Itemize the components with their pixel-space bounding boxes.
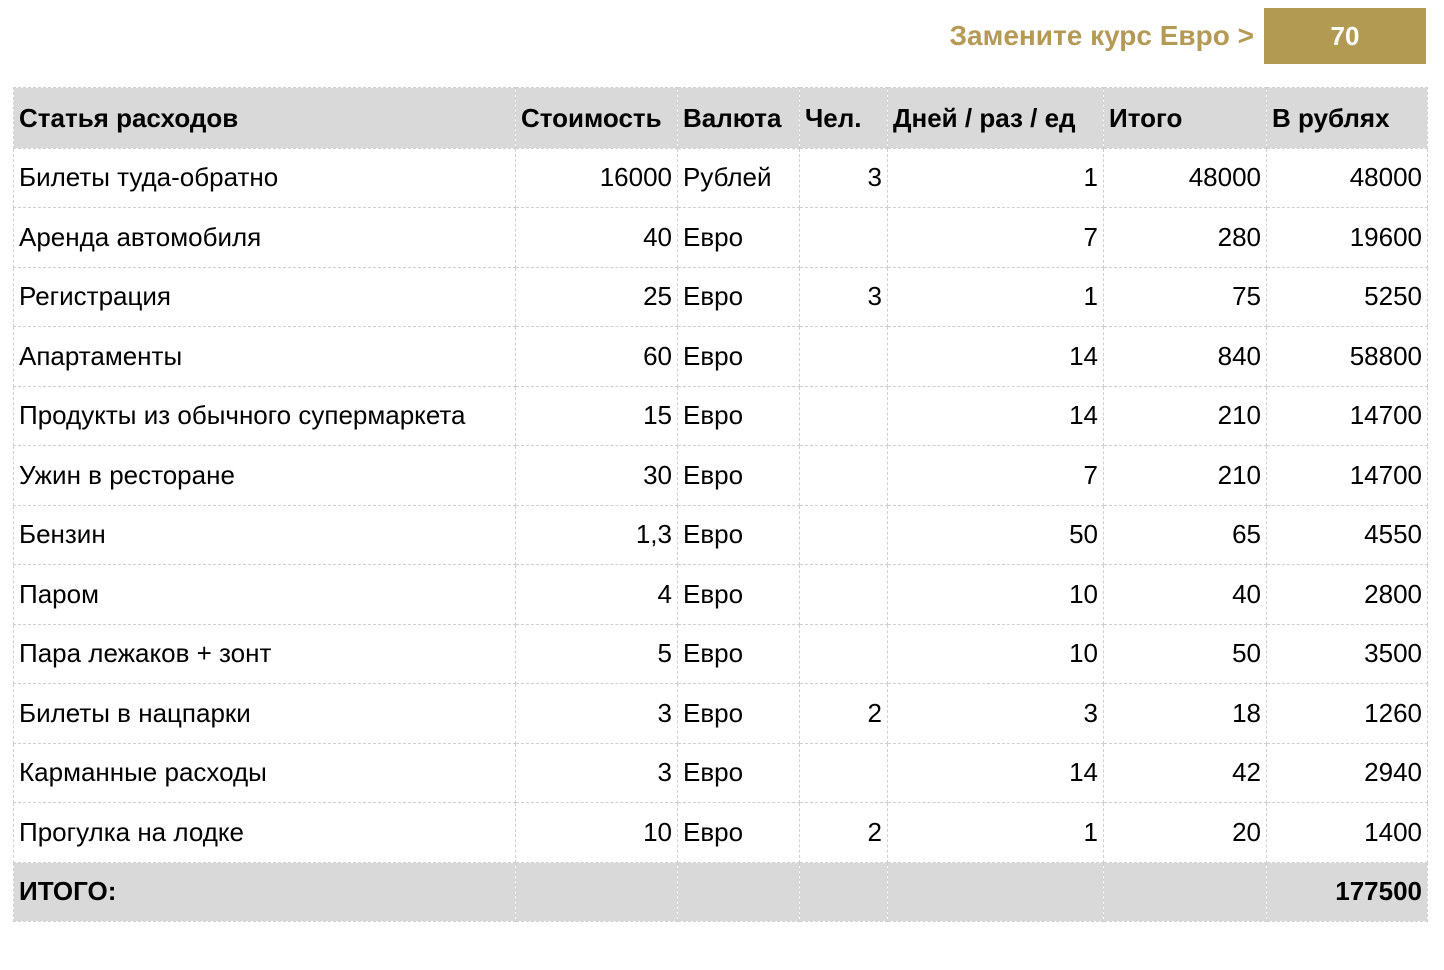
item-cell[interactable]: Продукты из обычного супермаркета bbox=[14, 386, 516, 446]
units-cell[interactable]: 1 bbox=[888, 803, 1104, 863]
rub-cell[interactable]: 2800 bbox=[1267, 565, 1428, 625]
cost-cell[interactable]: 4 bbox=[516, 565, 678, 625]
people-cell[interactable]: 2 bbox=[800, 803, 888, 863]
units-cell[interactable]: 7 bbox=[888, 208, 1104, 268]
rub-cell[interactable]: 19600 bbox=[1267, 208, 1428, 268]
rub-cell[interactable]: 58800 bbox=[1267, 327, 1428, 387]
col-header-units: Дней / раз / ед bbox=[888, 88, 1104, 149]
units-cell[interactable]: 10 bbox=[888, 624, 1104, 684]
cost-cell[interactable]: 25 bbox=[516, 267, 678, 327]
item-cell[interactable]: Бензин bbox=[14, 505, 516, 565]
total-cell[interactable]: 20 bbox=[1104, 803, 1267, 863]
cost-cell[interactable]: 40 bbox=[516, 208, 678, 268]
total-cell[interactable]: 280 bbox=[1104, 208, 1267, 268]
total-cell[interactable]: 65 bbox=[1104, 505, 1267, 565]
item-cell[interactable]: Паром bbox=[14, 565, 516, 625]
rub-cell[interactable]: 48000 bbox=[1267, 148, 1428, 208]
table-row bbox=[14, 803, 1428, 863]
item-cell[interactable]: Регистрация bbox=[14, 267, 516, 327]
total-rub-cell[interactable]: 177500 bbox=[1267, 862, 1428, 922]
cost-cell[interactable]: 3 bbox=[516, 743, 678, 803]
currency-cell[interactable]: Евро bbox=[678, 208, 800, 268]
cost-cell[interactable]: 3 bbox=[516, 684, 678, 744]
table-row bbox=[14, 684, 1428, 744]
total-cell[interactable]: 40 bbox=[1104, 565, 1267, 625]
col-header-currency: Валюта bbox=[678, 88, 800, 149]
people-cell[interactable] bbox=[800, 565, 888, 625]
units-cell[interactable]: 14 bbox=[888, 386, 1104, 446]
currency-cell[interactable]: Евро bbox=[678, 267, 800, 327]
table-row bbox=[14, 565, 1428, 625]
currency-cell[interactable]: Евро bbox=[678, 743, 800, 803]
table-row bbox=[14, 327, 1428, 387]
total-cell[interactable]: 48000 bbox=[1104, 148, 1267, 208]
currency-cell[interactable]: Евро bbox=[678, 446, 800, 506]
total-cell[interactable]: 50 bbox=[1104, 624, 1267, 684]
item-cell[interactable]: Ужин в ресторане bbox=[14, 446, 516, 506]
units-cell[interactable]: 1 bbox=[888, 148, 1104, 208]
rub-cell[interactable]: 3500 bbox=[1267, 624, 1428, 684]
table-row bbox=[14, 505, 1428, 565]
table-row bbox=[14, 743, 1428, 803]
currency-cell[interactable]: Евро bbox=[678, 624, 800, 684]
people-cell[interactable] bbox=[800, 743, 888, 803]
currency-cell[interactable]: Евро bbox=[678, 505, 800, 565]
total-empty-cell[interactable] bbox=[800, 862, 888, 922]
col-header-people: Чел. bbox=[800, 88, 888, 149]
cost-cell[interactable]: 10 bbox=[516, 803, 678, 863]
units-cell[interactable]: 1 bbox=[888, 267, 1104, 327]
col-header-total: Итого bbox=[1104, 88, 1267, 149]
units-cell[interactable]: 50 bbox=[888, 505, 1104, 565]
col-header-item: Статья расходов bbox=[14, 88, 516, 149]
units-cell[interactable]: 7 bbox=[888, 446, 1104, 506]
total-cell[interactable]: 210 bbox=[1104, 386, 1267, 446]
euro-rate-label: Замените курс Евро > bbox=[949, 20, 1254, 51]
cost-cell[interactable]: 16000 bbox=[516, 148, 678, 208]
people-cell[interactable] bbox=[800, 505, 888, 565]
table-row bbox=[14, 148, 1428, 208]
item-cell[interactable]: Карманные расходы bbox=[14, 743, 516, 803]
currency-cell[interactable]: Рублей bbox=[678, 148, 800, 208]
item-cell[interactable]: Прогулка на лодке bbox=[14, 803, 516, 863]
table-row bbox=[14, 208, 1428, 268]
total-empty-cell[interactable] bbox=[1104, 862, 1267, 922]
cost-cell[interactable]: 30 bbox=[516, 446, 678, 506]
item-cell[interactable]: Билеты туда-обратно bbox=[14, 148, 516, 208]
total-cell[interactable]: 210 bbox=[1104, 446, 1267, 506]
rub-cell[interactable]: 1400 bbox=[1267, 803, 1428, 863]
total-cell[interactable]: 840 bbox=[1104, 327, 1267, 387]
rub-cell[interactable]: 4550 bbox=[1267, 505, 1428, 565]
people-cell[interactable] bbox=[800, 624, 888, 684]
item-cell[interactable]: Пара лежаков + зонт bbox=[14, 624, 516, 684]
cost-cell[interactable]: 60 bbox=[516, 327, 678, 387]
rub-cell[interactable]: 2940 bbox=[1267, 743, 1428, 803]
currency-cell[interactable]: Евро bbox=[678, 327, 800, 387]
units-cell[interactable]: 3 bbox=[888, 684, 1104, 744]
item-cell[interactable]: Аренда автомобиля bbox=[14, 208, 516, 268]
total-empty-cell[interactable] bbox=[678, 862, 800, 922]
rub-cell[interactable]: 14700 bbox=[1267, 386, 1428, 446]
cost-cell[interactable]: 15 bbox=[516, 386, 678, 446]
header-row bbox=[14, 88, 1428, 149]
total-cell[interactable]: 18 bbox=[1104, 684, 1267, 744]
col-header-cost: Стоимость bbox=[516, 88, 678, 149]
table-row bbox=[14, 624, 1428, 684]
people-cell[interactable]: 3 bbox=[800, 267, 888, 327]
rub-cell[interactable]: 1260 bbox=[1267, 684, 1428, 744]
units-cell[interactable]: 14 bbox=[888, 327, 1104, 387]
people-cell[interactable]: 3 bbox=[800, 148, 888, 208]
euro-rate-bar bbox=[950, 8, 1427, 64]
table-row bbox=[14, 446, 1428, 506]
total-empty-cell[interactable] bbox=[516, 862, 678, 922]
rub-cell[interactable]: 5250 bbox=[1267, 267, 1428, 327]
people-cell[interactable] bbox=[800, 386, 888, 446]
cost-cell[interactable]: 1,3 bbox=[516, 505, 678, 565]
total-cell[interactable]: 75 bbox=[1104, 267, 1267, 327]
total-label: ИТОГО: bbox=[14, 862, 516, 922]
table-row bbox=[14, 386, 1428, 446]
people-cell[interactable] bbox=[800, 327, 888, 387]
people-cell[interactable] bbox=[800, 208, 888, 268]
cost-cell[interactable]: 5 bbox=[516, 624, 678, 684]
expense-table bbox=[13, 87, 1428, 922]
total-empty-cell[interactable] bbox=[888, 862, 1104, 922]
people-cell[interactable] bbox=[800, 446, 888, 506]
currency-cell[interactable]: Евро bbox=[678, 803, 800, 863]
item-cell[interactable]: Апартаменты bbox=[14, 327, 516, 387]
currency-cell[interactable]: Евро bbox=[678, 684, 800, 744]
euro-rate-input[interactable]: 70 bbox=[1264, 8, 1426, 64]
currency-cell[interactable]: Евро bbox=[678, 386, 800, 446]
item-cell[interactable]: Билеты в нацпарки bbox=[14, 684, 516, 744]
total-cell[interactable]: 42 bbox=[1104, 743, 1267, 803]
table-row bbox=[14, 267, 1428, 327]
units-cell[interactable]: 10 bbox=[888, 565, 1104, 625]
total-row bbox=[14, 862, 1428, 922]
col-header-rub: В рублях bbox=[1267, 88, 1428, 149]
units-cell[interactable]: 14 bbox=[888, 743, 1104, 803]
currency-cell[interactable]: Евро bbox=[678, 565, 800, 625]
people-cell[interactable]: 2 bbox=[800, 684, 888, 744]
rub-cell[interactable]: 14700 bbox=[1267, 446, 1428, 506]
